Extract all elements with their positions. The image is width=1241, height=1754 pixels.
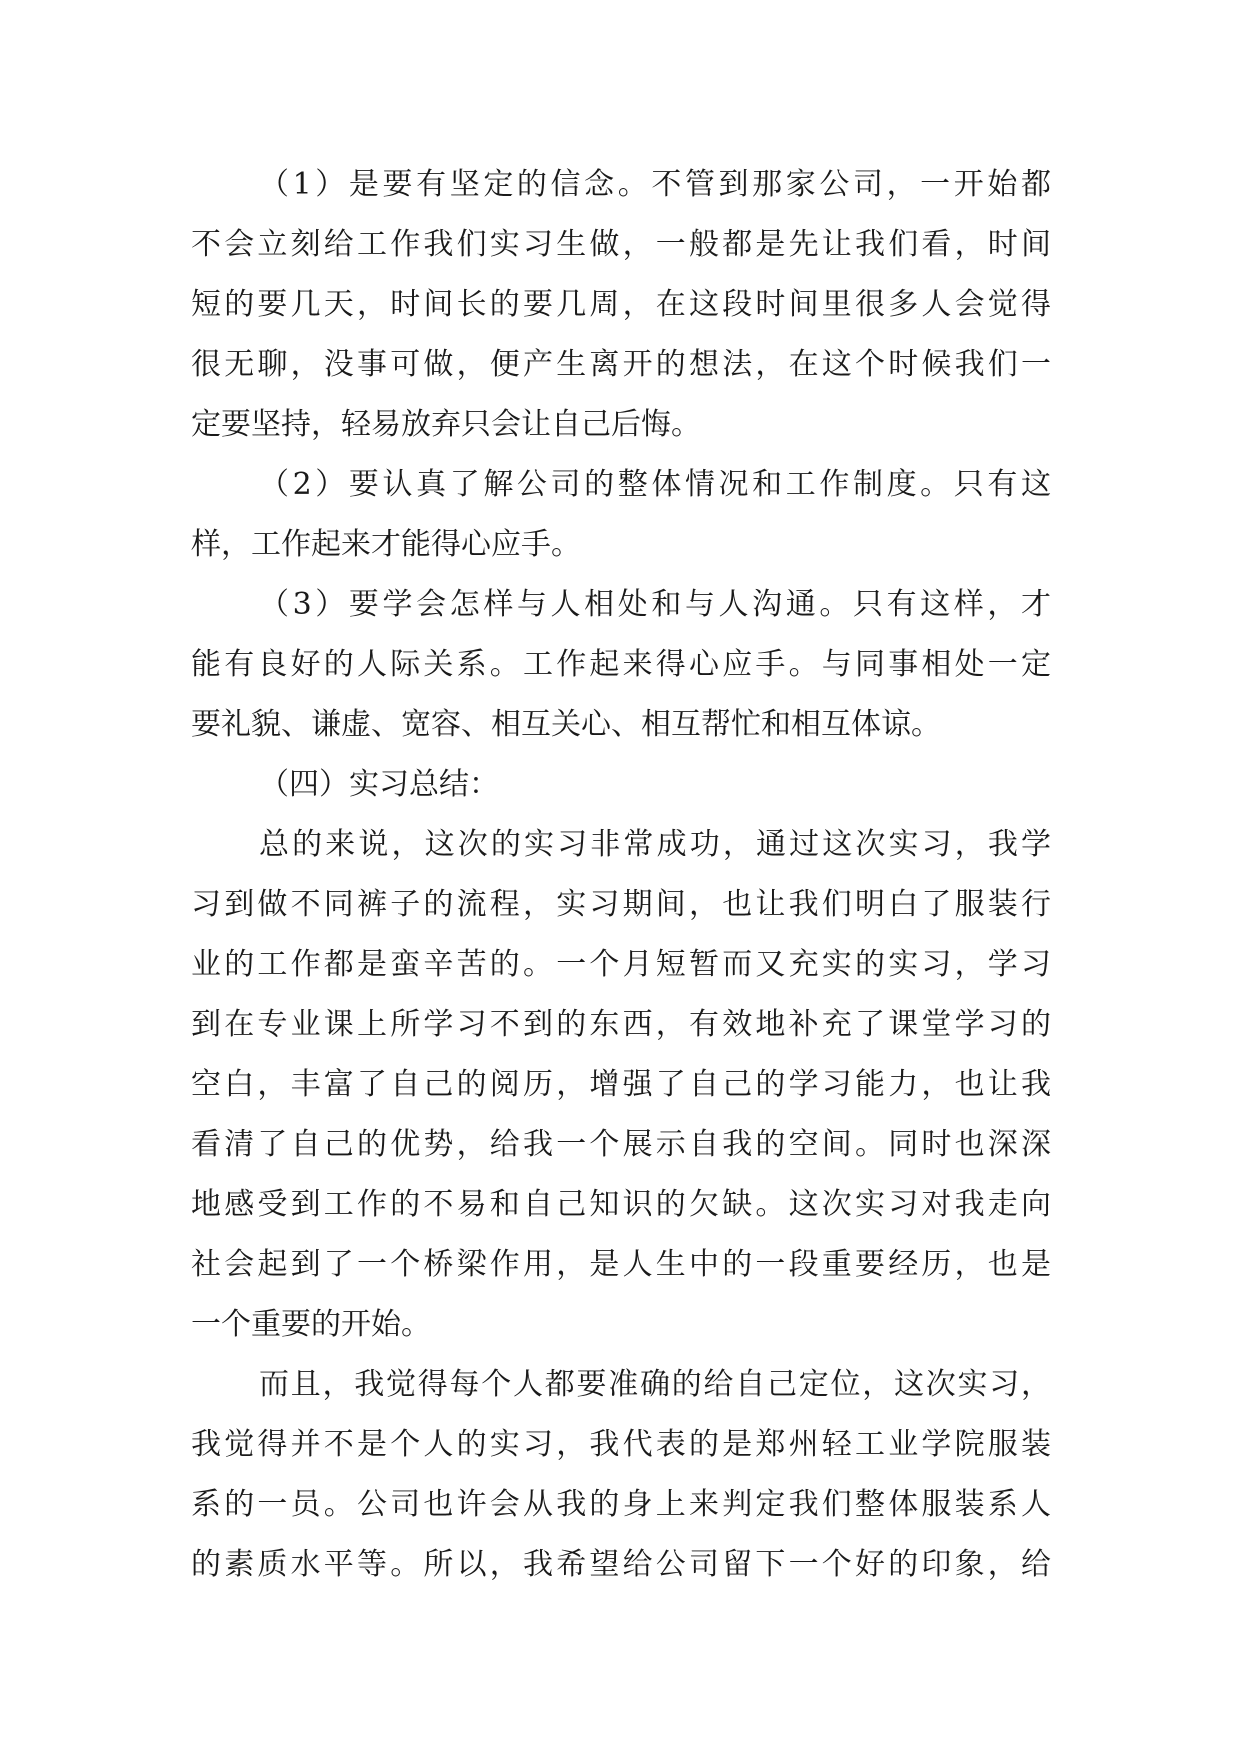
paragraph-5-line-4: 的素质水平等。所以，我希望给公司留下一个好的印象，给: [191, 1547, 1051, 1582]
paragraph-4-line-4: 到在专业课上所学习不到的东西，有效地补充了课堂学习的: [191, 1007, 1051, 1042]
section-heading-summary: （四）实习总结：: [259, 767, 499, 802]
paragraph-4-line-2: 习到做不同裤子的流程，实习期间，也让我们明白了服装行: [191, 887, 1051, 922]
paragraph-3-line-2: 能有良好的人际关系。工作起来得心应手。与同事相处一定: [191, 647, 1051, 682]
paragraph-2-line-2: 样，工作起来才能得心应手。: [191, 527, 581, 562]
paragraph-1-line-2: 不会立刻给工作我们实习生做，一般都是先让我们看，时间: [191, 227, 1051, 262]
paragraph-4-line-7: 地感受到工作的不易和自己知识的欠缺。这次实习对我走向: [191, 1187, 1051, 1222]
paragraph-2-line-1: （2）要认真了解公司的整体情况和工作制度。只有这: [259, 467, 1051, 502]
paragraph-4-line-3: 业的工作都是蛮辛苦的。一个月短暂而又充实的实习，学习: [191, 947, 1051, 982]
paragraph-4-line-8: 社会起到了一个桥梁作用，是人生中的一段重要经历，也是: [191, 1247, 1051, 1282]
paragraph-1-line-4: 很无聊，没事可做，便产生离开的想法，在这个时候我们一: [191, 347, 1051, 382]
paragraph-1-line-3: 短的要几天，时间长的要几周，在这段时间里很多人会觉得: [191, 287, 1051, 322]
paragraph-3-line-1: （3）要学会怎样与人相处和与人沟通。只有这样，才: [259, 587, 1051, 622]
paragraph-5-line-3: 系的一员。公司也许会从我的身上来判定我们整体服装系人: [191, 1487, 1051, 1522]
paragraph-5-line-1: 而且，我觉得每个人都要准确的给自己定位，这次实习，: [259, 1367, 1051, 1402]
paragraph-4-line-6: 看清了自己的优势，给我一个展示自我的空间。同时也深深: [191, 1127, 1051, 1162]
paragraph-5-line-2: 我觉得并不是个人的实习，我代表的是郑州轻工业学院服装: [191, 1427, 1051, 1462]
paragraph-4-line-1: 总的来说，这次的实习非常成功，通过这次实习，我学: [259, 827, 1051, 862]
paragraph-1-line-5: 定要坚持，轻易放弃只会让自己后悔。: [191, 407, 701, 442]
paragraph-4-line-9: 一个重要的开始。: [191, 1307, 431, 1342]
paragraph-1-line-1: （1）是要有坚定的信念。不管到那家公司，一开始都: [259, 167, 1051, 202]
paragraph-4-line-5: 空白，丰富了自己的阅历，增强了自己的学习能力，也让我: [191, 1067, 1051, 1102]
paragraph-3-line-3: 要礼貌、谦虚、宽容、相互关心、相互帮忙和相互体谅。: [191, 707, 941, 742]
